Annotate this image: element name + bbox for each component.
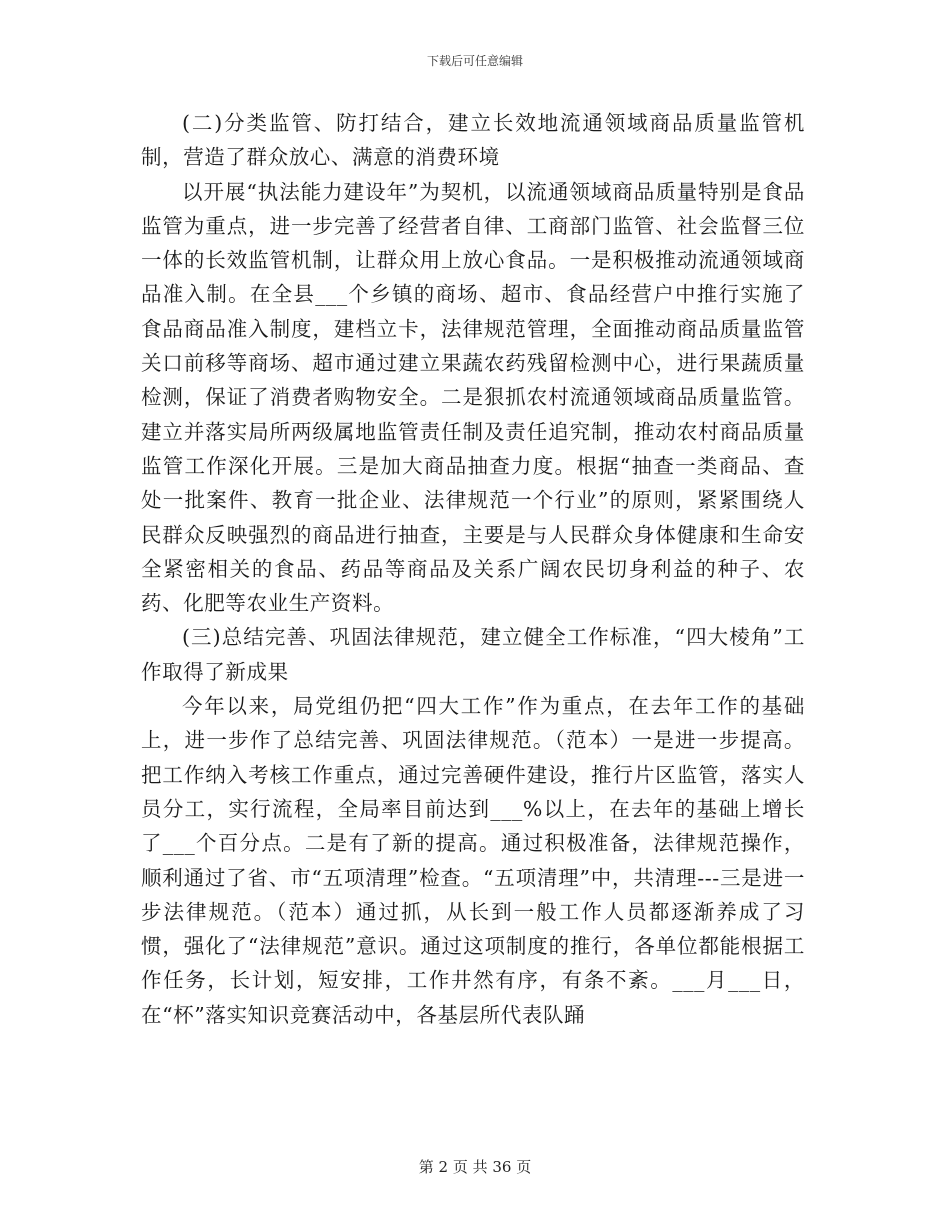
body-paragraph-2: 今年以来，局党组仍把“四大工作”作为重点，在去年工作的基础上，进一步作了总结完善、巩固法律规范。（范本）一是进一步提高。把工作纳入考核工作重点，通过完善硬件建设，推行片区监管，落实人员分工，实行流程，全局率目前达到___%以上，在去年的基础上增长了___个百分点。二是有了新的提高。通过积极准备，法律规范操作，顺利通过了省、市“五项清理”检查。“五项清理”中，共清理---三是进一步法律规范。（范本）通过抓，从长到一般工作人员都逐渐养成了习惯，强化了“法律规范”意识。通过这项制度的推行，各单位都能根据工作任务，长计划，短安排，工作井然有序，有条不紊。___月___日，在“杯”落实知识竞赛活动中，各基层所代表队踊 (141, 694, 805, 1027)
section-heading-2: (二)分类监管、防打结合，建立长效地流通领域商品质量监管机制，营造了群众放心、满意的消费环境 (141, 111, 805, 170)
body-paragraph-1: 以开展“执法能力建设年”为契机，以流通领域商品质量特别是食品监管为重点，进一步完善了经营者自律、工商部门监管、社会监督三位一体的长效监管机制，让群众用上放心食品。一是积极推动流通领域商品准入制。在全县___个乡镇的商场、超市、食品经营户中推行实施了食品商品准入制度，建档立卡，法律规范管理，全面推动商品质量监管关口前移等商场、超市通过建立果蔬农药残留检测中心，进行果蔬质量检测，保证了消费者购物安全。二是狠抓农村流通领域商品质量监管。建立并落实局所两级属地监管责任制及责任追究制，推动农村商品质量监管工作深化开展。三是加大商品抽查力度。根据“抽查一类商品、查处一批案件、教育一批企业、法律规范一个行业”的原则，紧紧围绕人民群众反映强烈的商品进行抽查，主要是与人民群众身体健康和生命安全紧密相关的食品、药品等商品及关系广阔农民切身利益的种子、农药、化肥等农业生产资料。 (141, 179, 805, 616)
document-body (141, 106, 805, 1032)
section-heading-3: (三)总结完善、巩固法律规范，建立健全工作标准，“四大棱角”工作取得了新成果 (141, 625, 805, 684)
page-header: 下载后可任意编辑 (426, 54, 523, 68)
page-footer: 第 2 页 共 36 页 (418, 1158, 532, 1176)
